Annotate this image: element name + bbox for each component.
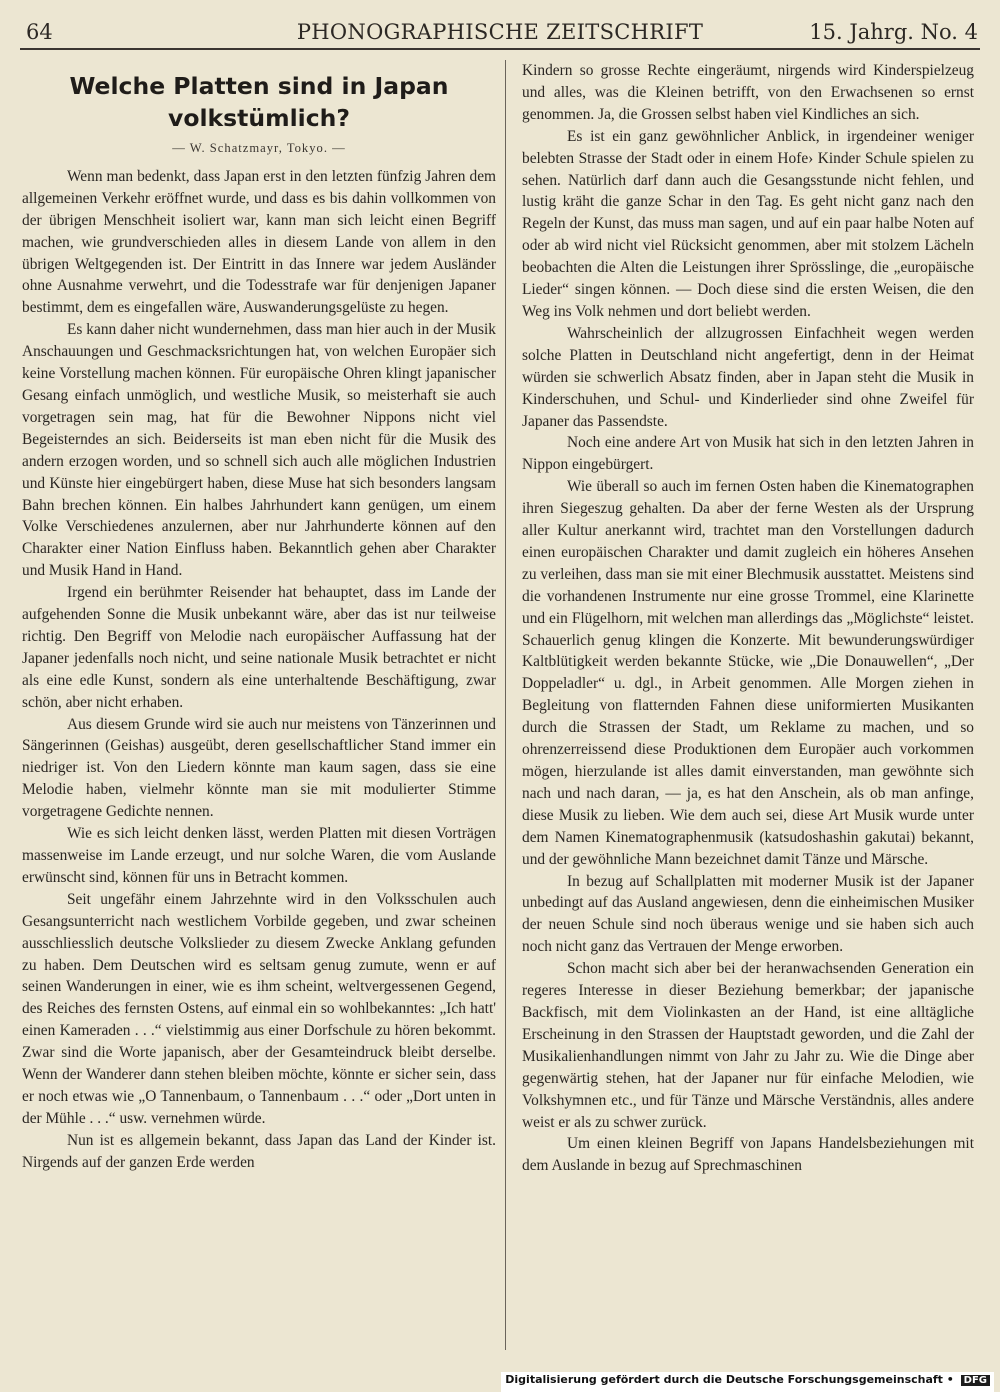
paragraph: Irgend ein berühmter Reisender hat behauptet, dass im Lande der aufgehenden Sonne die Musik unbekannt wäre, aber das ist nur teilweise richtig. Den Begriff von Melodie nach europäischer Auffassung hat der Japaner jedenfalls noch nicht, und seine nationale Musik betrachtet er nicht als eine edle Kunst, sondern als eine unterhaltende Beschäftigung, zwar schön, aber nicht erhaben. — [22, 584, 496, 711]
paragraph: Nun ist es allgemein bekannt, dass Japan das Land der Kinder ist. Nirgends auf der ganzen Erde werden — [22, 1131, 496, 1171]
paragraph: Um einen kleinen Begriff von Japans Handelsbeziehungen mit dem Auslande in bezug auf Sprechmaschinen — [522, 1135, 974, 1175]
digitization-footer — [501, 1372, 994, 1392]
header-rule — [20, 48, 980, 50]
paragraph: Es kann daher nicht wundernehmen, dass man hier auch in der Musik Anschauungen und Geschmacksrichtungen hat, von welchen Europäer sich keine Vorstellung machen können. Für europäische Ohren klingt japanischer Gesang einfach unmöglich, und westliche Musik, so meisterhaft sie auch vorgetragen sein mag, hat für die Bewohner Nippons nicht viel Begeisterndes an sich. Beiderseits ist man eben nicht für die Musik des andern erzogen worden, und so schnell sich auch alle möglichen Industrien und Künste hier eingebürgert haben, diese Muse hat sich besonders langsam Bahn brechen können. Ein halbes Jahrhundert kann genügen, um einem Volke Verschiedenes anzulernen, aber nur Jahrhunderte können auf den Charakter einer Nation Einfluss haben. Bekanntlich gehen aber Charakter und Musik Hand in Hand. — [22, 321, 496, 580]
paragraph-continued: Kindern so grosse Rechte eingeräumt, nirgends wird Kinderspielzeug und alles, was die Kleinen betrifft, von den Erwachsenen so ernst genommen. Ja, die Grossen selbst haben viel Kindliches an sich. — [522, 62, 974, 123]
right-column — [522, 60, 974, 1177]
title-line-1: Welche Platten sind in Japan — [69, 72, 449, 100]
journal-title: PHONOGRAPHISCHE ZEITSCHRIFT — [296, 20, 704, 44]
footer-text: Digitalisierung gefördert durch die Deutsche Forschungsgemeinschaft • — [505, 1373, 954, 1386]
paragraph: In bezug auf Schallplatten mit moderner Musik ist der Japaner unbedingt auf das Ausland angewiesen, denn die einheimischen Musiker der neuen Schule sind noch überaus wenige und sie haben sich auch noch nicht ganz das Vertrauen der Menge erworben. — [522, 872, 974, 956]
title-line-2: volkstümlich? — [168, 104, 350, 132]
paragraph: Wie es sich leicht denken lässt, werden Platten mit diesen Vorträgen massenweise im Lande erzeugt, und nur solche Waren, die vom Auslande erwünscht sind, können für uns in Betracht kommen. — [22, 825, 496, 886]
issue-label: 15. Jahrg. No. 4 — [809, 20, 978, 44]
left-column — [22, 60, 496, 1174]
paragraph: Wenn man bedenkt, dass Japan erst in den letzten fünfzig Jahren dem allgemeinen Verkehr eröffnet wurde, und dass es bis dahin vollkommen von der übrigen Menschheit isoliert war, kann man sich leicht einen Begriff machen, wie grundverschieden alles in diesem Lande von allem in den übrigen Weltgegenden ist. Der Eintritt in das Innere war jedem Ausländer ohne Ausnahme verwehrt, und die Todesstrafe war für denjenigen Japaner bestimmt, dem es eingefallen wäre, Auswanderungsgelüste zu hegen. — [22, 167, 496, 317]
paragraph: Es ist ein ganz gewöhnlicher Anblick, in irgendeiner weniger belebten Strasse der Stadt oder in einem Hofe› Kinder Schule spielen zu sehen. Natürlich darf dann auch die Gesangsstunde nicht fehlen, und lustig kräht die ganze Schar in den Tag. Es geht nicht ganz nach den Regeln der Kunst, das muss man sagen, und auf ein paar halbe Noten auf oder ab wird nicht viel Rücksicht genommen, aber mit stolzem Lächeln beobachten die Alten die Leistungen ihrer Sprösslinge, die „europäische Lieder“ singen können. — Doch diese sind die ersten Weisen, die den Weg ins Volk nehmen und dort beliebt werden. — [522, 127, 974, 320]
page-header — [20, 18, 980, 52]
dfg-logo: DFG — [961, 1375, 990, 1386]
article-byline: — W. Schatzmayr, Tokyo. — — [172, 141, 346, 155]
paragraph: Aus diesem Grunde wird sie auch nur meistens von Tänzerinnen und Sängerinnen (Geishas) ausgeübt, deren gesellschaftlicher Stand immer ein niedriger ist. Von den Liedern könnte man kaum sagen, dass sie eine Melodie haben, vielmehr könnte man sie mit modulierter Stimme vorgetragene Gedichte nennen. — [22, 715, 496, 821]
page-number: 64 — [26, 20, 53, 44]
paragraph: Schon macht sich aber bei der heranwachsenden Generation ein regeres Interesse in dieser Beziehung bemerkbar; der japanische Backfisch, mit dem Violinkasten an der Hand, ist eine alltägliche Erscheinung in den Strassen der Hauptstadt geworden, und die Zahl der Musikalienhandlungen nimmt von Jahr zu Jahr zu. Wie die Dinge aber gegenwärtig stehen, hat der Japaner nur für einfache Melodien, wie Volkshymnen etc., und für Tänze und Märsche Verständnis, alles andere weist er als zu schwer zurück. — [522, 960, 974, 1131]
paragraph: Seit ungefähr einem Jahrzehnte wird in den Volksschulen auch Gesangsunterricht nach westlichem Vorbilde gegeben, und zwar scheinen ausschliesslich deutsche Volkslieder zu diesem Zwecke Anklang gefunden zu haben. Dem Deutschen wird es seltsam genug zumute, wenn er auf seinen Wanderungen in einer, wie es ihm scheint, weltvergessenen Gegend, des Reiches des fernsten Ostens, auf einmal ein so wohlbekanntes: „Ich hatt' einen Kameraden . . .“ vielstimmig aus einer Dorfschule zu hören bekommt. Zwar sind die Worte japanisch, aber der Gesamteindruck bleibt derselbe. Wenn der Wanderer dann stehen bleiben möchte, könnte er sicher sein, dass er noch etwas wie „O Tannenbaum, o Tannenbaum . . .“ oder „Dort unten in der Mühle . . .“ usw. vernehmen würde. — [22, 890, 496, 1127]
article-title — [22, 70, 496, 134]
paragraph: Noch eine andere Art von Musik hat sich in den letzten Jahren in Nippon eingebürgert. — [522, 434, 974, 474]
paragraph: Wahrscheinlich der allzugrossen Einfachheit wegen werden solche Platten in Deutschland nicht angefertigt, denn in der Heimat würden sie schwerlich Absatz finden, aber in Japan steht die Musik in Kinderschuhen, und Schul- und Kinderlieder sind ohne Zweifel für Japaner das Passendste. — [522, 324, 974, 430]
column-divider — [505, 60, 506, 1350]
paragraph: Wie überall so auch im fernen Osten haben die Kinematographen ihren Siegeszug gehalten. Da aber der ferne Westen als der Ursprung aller Kultur anerkannt wird, trachtet man den Vorstellungen dadurch einen europäischen Charakter und damit zugleich ein höheres Ansehen zu verleihen, dass man sie mit einer Blechmusik ausstattet. Meistens sind die vorhandenen Instrumente nur eine grosse Trommel, eine Klarinette und ein Flügelhorn, mit welchen man allerdings das „Möglichste“ leistet. Schauerlich genug klingen die Konzerte. Mit bewunderungswürdiger Kaltblütigkeit werden bekannte Stücke, wie „Die Donauwellen“, „Der Doppeladler“ u. dgl., in Arbeit genommen. Alle Morgen ziehen in Begleitung von flatternden Fahnen diese uniformierten Musikanten durch die Strassen der Stadt, um Reklame zu machen, und so ohrenzerreissend diese Produktionen dem Europäer auch vorkommen mögen, hierzulande ist alles damit einverstanden, man gewöhnte sich nach und nach daran, — ja, es hat den Anschein, als ob man anfinge, diese Musik zu lieben. Wie dem auch sei, diese Art Musik wurde unter dem Namen Kinematographenmusik (katsudoshashin gakutai) bekannt, und der gewöhnliche Mann bezeichnet damit Tänze und Märsche. — [522, 478, 974, 868]
